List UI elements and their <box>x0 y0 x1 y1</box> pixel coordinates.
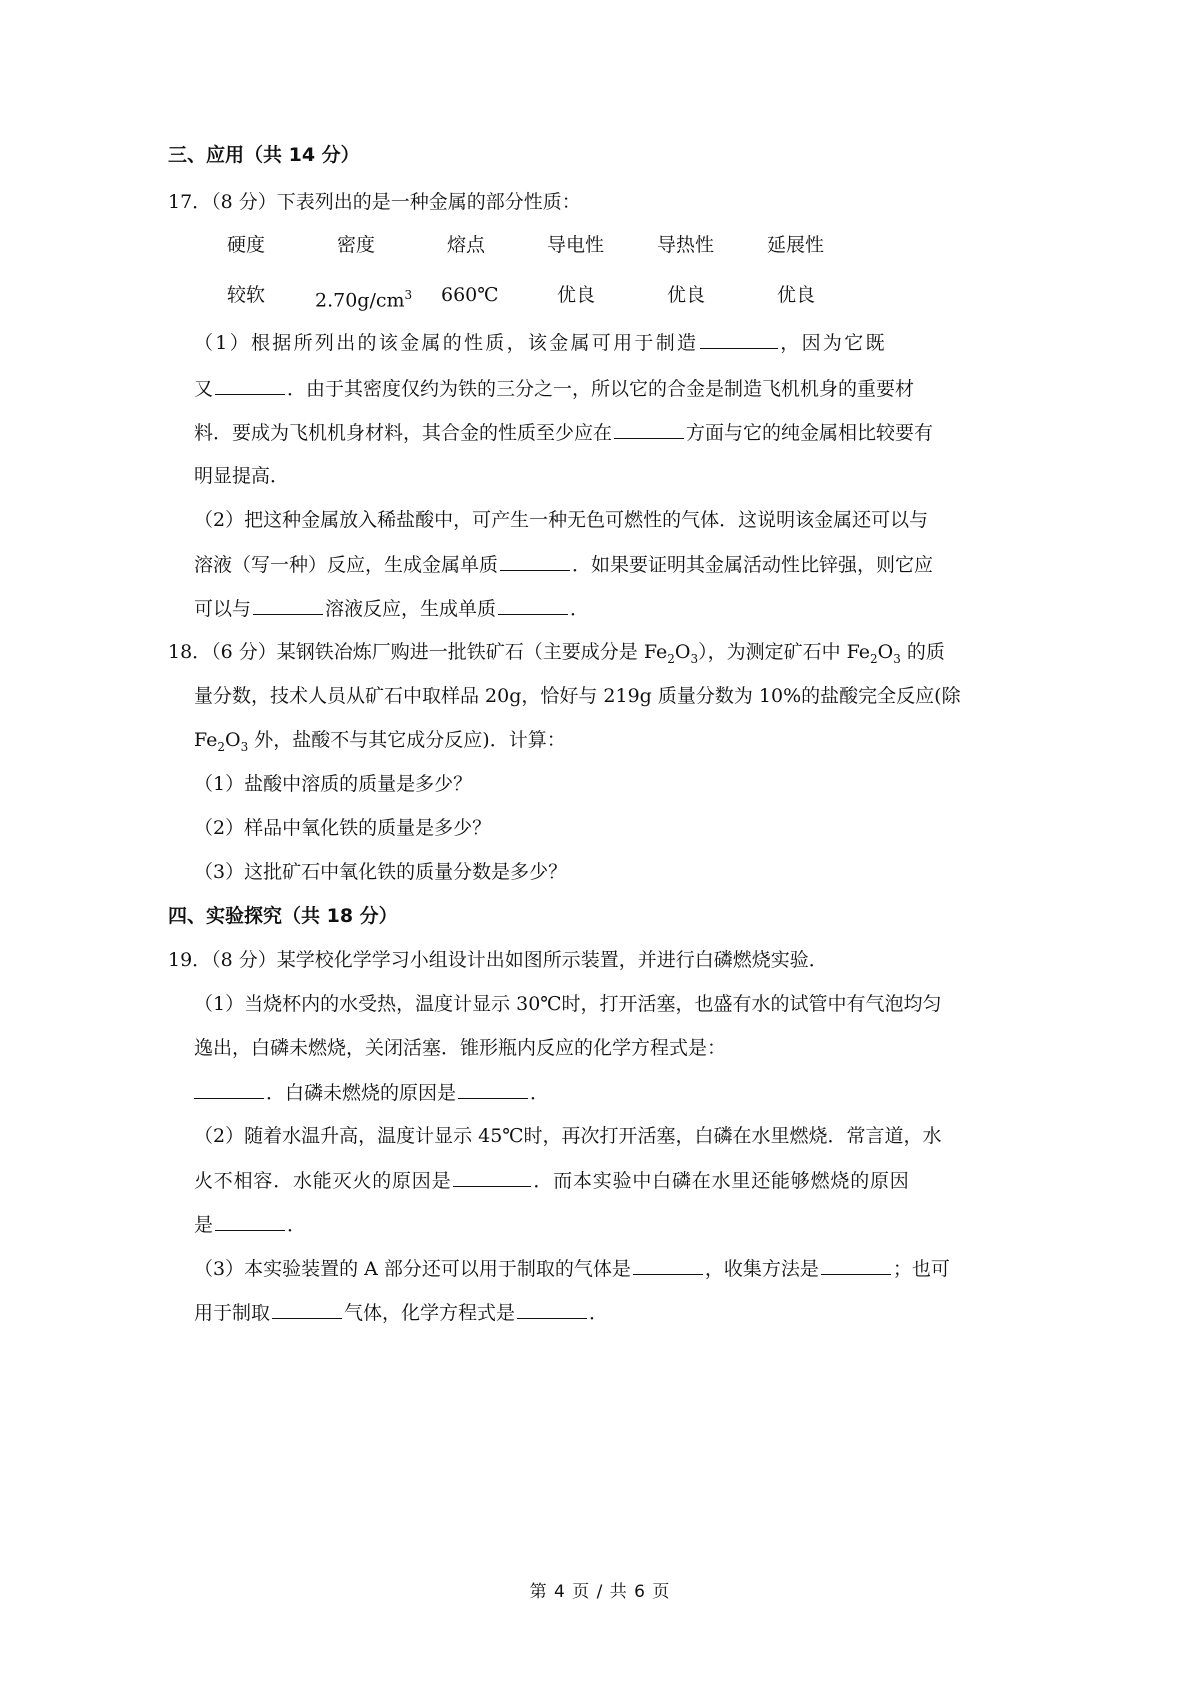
q17-part1-line3 <box>194 419 933 446</box>
q19-part2-text: 火不相容．水能灭火的原因是 <box>194 1170 452 1192</box>
q17-part2-text: 溶液（写一种）反应，生成金属单质 <box>194 554 499 576</box>
q18-text: 的质 <box>900 641 945 663</box>
property-table-header <box>227 230 947 260</box>
density-value: 2.70g/cm <box>315 289 405 312</box>
q17-stem: 17．（8 分）下表列出的是一种金属的部分性质： <box>168 191 581 213</box>
q19-part2-line3 <box>194 1211 306 1238</box>
header-electrical-conductivity: 导电性 <box>547 234 605 256</box>
q19-part3-text: （3）本实验装置的 A 部分还可以用于制取的气体是 <box>194 1258 631 1280</box>
section-4-heading: 四、实验探究（共 18 分） <box>168 905 398 927</box>
q17-part1-line4: 明显提高． <box>194 465 290 487</box>
answer-blank[interactable] <box>194 1079 264 1099</box>
value-hardness: 较软 <box>227 284 266 306</box>
q18-sub1: （1）盐酸中溶质的质量是多少？ <box>194 773 473 795</box>
answer-blank[interactable] <box>272 1299 342 1319</box>
q19-part3-text: ，收集方法是 <box>704 1258 819 1280</box>
q17-part2-text: 溶液反应，生成单质 <box>325 598 497 620</box>
q17-part1-text: 又 <box>194 378 214 400</box>
header-hardness: 硬度 <box>227 234 266 256</box>
q17-part2-text: 可以与 <box>194 598 252 620</box>
q19-part1-line2: 逸出，白磷未燃烧，关闭活塞．锥形瓶内反应的化学方程式是： <box>194 1037 727 1059</box>
q17-part2-line1: （2）把这种金属放入稀盐酸中，可产生一种无色可燃性的气体．这说明该金属还可以与 <box>194 509 929 531</box>
header-density: 密度 <box>337 234 376 256</box>
answer-blank[interactable] <box>633 1255 703 1275</box>
q19-part1-text: ． <box>530 1082 550 1104</box>
q18-text: 18．（6 分）某钢铁冶炼厂购进一批铁矿石（主要成分是 Fe <box>168 641 668 663</box>
value-melting-point: 660℃ <box>441 284 499 306</box>
answer-blank[interactable] <box>453 1167 531 1187</box>
q19-part3-text: 用于制取 <box>194 1302 271 1324</box>
value-density <box>315 280 412 315</box>
answer-blank[interactable] <box>498 595 568 615</box>
answer-blank[interactable] <box>700 329 778 349</box>
answer-blank[interactable] <box>458 1079 528 1099</box>
q19-part2-text: 是 <box>194 1214 214 1236</box>
q17-part2-line2 <box>194 551 933 578</box>
q18-line3 <box>194 727 566 760</box>
subscript: 3 <box>893 651 901 666</box>
q18-text: O <box>877 641 894 663</box>
subscript: 2 <box>217 739 226 754</box>
answer-blank[interactable] <box>821 1255 891 1275</box>
q18-text: O <box>225 729 241 751</box>
q17-part1-line2 <box>194 375 914 402</box>
page-number-footer: 第 4 页 / 共 6 页 <box>529 1582 671 1602</box>
header-melting-point: 熔点 <box>447 234 486 256</box>
answer-blank[interactable] <box>500 551 570 571</box>
q18-text: O <box>674 641 691 663</box>
section-3-heading: 三、应用（共 14 分） <box>168 144 360 166</box>
q19-part2-line2 <box>194 1167 910 1194</box>
q17-part2-text: ．如果要证明其金属活动性比锌强，则它应 <box>572 554 934 576</box>
q19-part1-line3 <box>194 1079 549 1106</box>
q17-part1-text: ．由于其密度仅约为铁的三分之一，所以它的合金是制造飞机机身的重要材 <box>287 378 915 400</box>
q19-part1-line1: （1）当烧杯内的水受热，温度计显示 30℃时，打开活塞，也盛有水的试管中有气泡均匀 <box>194 993 942 1015</box>
q18-sub3: （3）这批矿石中氧化铁的质量分数是多少？ <box>194 861 568 883</box>
q19-part3-line1 <box>194 1255 950 1282</box>
q17-part1-text: （1）根据所列出的该金属的性质，该金属可用于制造 <box>194 332 699 354</box>
q17-part1-text: 方面与它的纯金属相比较要有 <box>686 422 934 444</box>
q19-part3-text: ． <box>589 1302 609 1324</box>
answer-blank[interactable] <box>614 419 684 439</box>
property-table-values <box>227 280 947 312</box>
q17-part1-text: ，因为它既 <box>780 332 887 354</box>
q17-part2-text: ． <box>570 598 590 620</box>
density-unit-superscript: 3 <box>404 288 413 302</box>
value-electrical-conductivity: 优良 <box>557 284 596 306</box>
answer-blank[interactable] <box>253 595 323 615</box>
q18-text: Fe <box>194 729 218 751</box>
subscript: 3 <box>240 739 249 754</box>
answer-blank[interactable] <box>215 1211 285 1231</box>
q18-line1 <box>168 639 945 672</box>
q19-part3-line2 <box>194 1299 608 1326</box>
subscript: 2 <box>870 651 878 666</box>
q19-part1-text: ．白磷未燃烧的原因是 <box>266 1082 457 1104</box>
value-thermal-conductivity: 优良 <box>667 284 706 306</box>
value-ductility: 优良 <box>777 284 816 306</box>
header-thermal-conductivity: 导热性 <box>657 234 715 256</box>
header-ductility: 延展性 <box>767 234 825 256</box>
q19-part3-text: 气体，化学方程式是 <box>344 1302 516 1324</box>
q19-part2-text: ．而本实验中白磷在水里还能够燃烧的原因 <box>533 1170 910 1192</box>
subscript: 3 <box>690 651 699 666</box>
q18-line2: 量分数，技术人员从矿石中取样品 20g，恰好与 219g 质量分数为 10%的盐酸完全反应(除 <box>194 685 961 707</box>
subscript: 2 <box>667 651 675 666</box>
q19-part2-line1: （2）随着水温升高，温度计显示 45℃时，再次打开活塞，白磷在水里燃烧．常言道，水 <box>194 1125 942 1147</box>
q18-text: 外，盐酸不与其它成分反应)．计算： <box>248 729 566 751</box>
q19-stem: 19．（8 分）某学校化学学习小组设计出如图所示装置，并进行白磷燃烧实验． <box>168 949 828 971</box>
q17-part1-text: 料．要成为飞机机身材料，其合金的性质至少应在 <box>194 422 613 444</box>
q19-part2-text: ． <box>287 1214 307 1236</box>
q17-part1-line1 <box>194 329 887 356</box>
q17-part2-line3 <box>194 595 589 622</box>
q18-text: ），为测定矿石中 Fe <box>698 641 871 663</box>
q18-sub2: （2）样品中氧化铁的质量是多少？ <box>194 817 492 839</box>
q19-part3-text: ；也可 <box>892 1258 950 1280</box>
answer-blank[interactable] <box>215 375 285 395</box>
answer-blank[interactable] <box>517 1299 587 1319</box>
